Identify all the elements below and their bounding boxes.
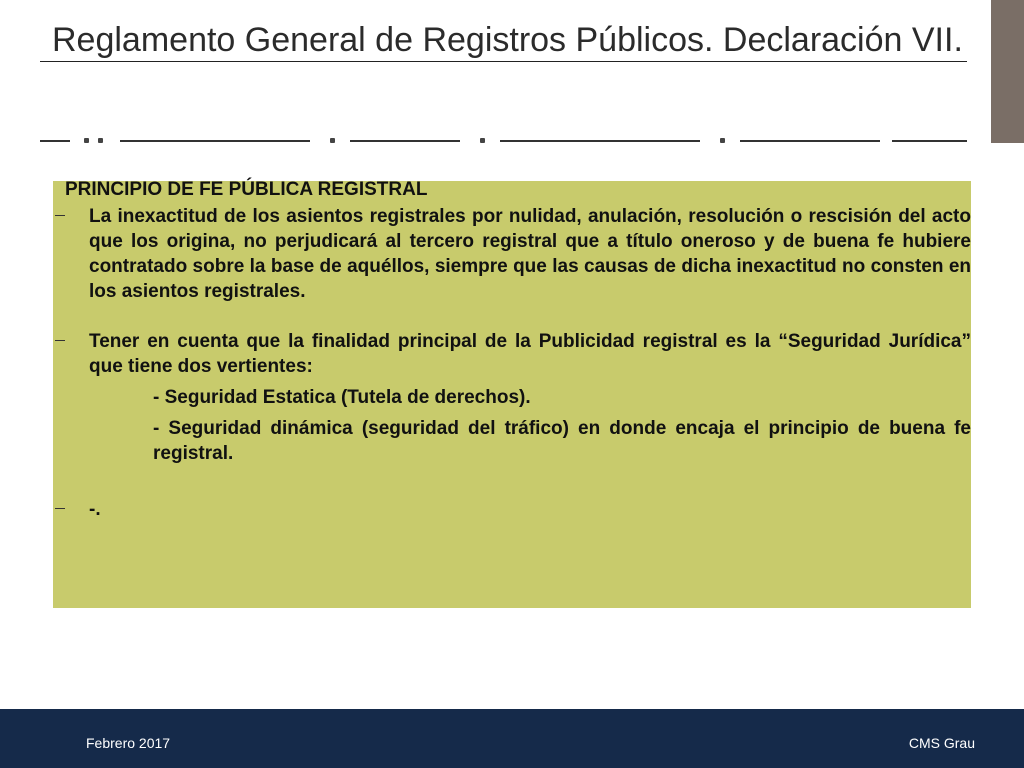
content-text bbox=[53, 178, 971, 522]
bullet-item bbox=[53, 204, 971, 304]
bullet-item bbox=[53, 329, 971, 379]
title-divider bbox=[40, 61, 967, 62]
footer-bar bbox=[0, 709, 1024, 768]
decorative-strip bbox=[40, 137, 967, 145]
strip-dot bbox=[480, 138, 485, 143]
footer-date: Febrero 2017 bbox=[86, 735, 171, 751]
strip-dot bbox=[720, 138, 725, 143]
bullet-item bbox=[53, 497, 971, 522]
slide-title: Reglamento General de Registros Públicos. Declaración VII. bbox=[52, 21, 963, 59]
strip-segment bbox=[500, 140, 700, 142]
strip-segment bbox=[350, 140, 460, 142]
strip-segment bbox=[120, 140, 310, 142]
section-heading: PRINCIPIO DE FE PÚBLICA REGISTRAL bbox=[65, 179, 428, 200]
dash-bullet-icon bbox=[55, 215, 65, 216]
strip-segment bbox=[40, 140, 70, 142]
strip-dot bbox=[98, 138, 103, 143]
strip-segment bbox=[892, 140, 967, 142]
bullet-text: La inexactitud de los asientos registrales por nulidad, anulación, resolución o rescisión del acto que los origina, no perjudicará al tercero registral que a título oneroso y de buena fe hubiere contratado sobre la base de aquéllos, siempre que las causas de dicha inexactitud no consten en los asientos registrales. bbox=[89, 206, 971, 302]
strip-dot bbox=[84, 138, 89, 143]
dash-bullet-icon bbox=[55, 340, 65, 341]
bullet-text: -. bbox=[89, 499, 101, 520]
sub-item: - Seguridad Estatica (Tutela de derechos). bbox=[153, 387, 531, 408]
sub-item: - Seguridad dinámica (seguridad del tráfico) en donde encaja el principio de buena fe registral. bbox=[153, 418, 971, 464]
bullet-text: Tener en cuenta que la finalidad principal de la Publicidad registral es la “Seguridad Jurídica” que tiene dos vertientes: bbox=[89, 331, 971, 377]
strip-dot bbox=[330, 138, 335, 143]
side-accent-bar bbox=[991, 0, 1024, 143]
footer-company: CMS Grau bbox=[908, 735, 975, 751]
dash-bullet-icon bbox=[55, 508, 65, 509]
strip-segment bbox=[740, 140, 880, 142]
